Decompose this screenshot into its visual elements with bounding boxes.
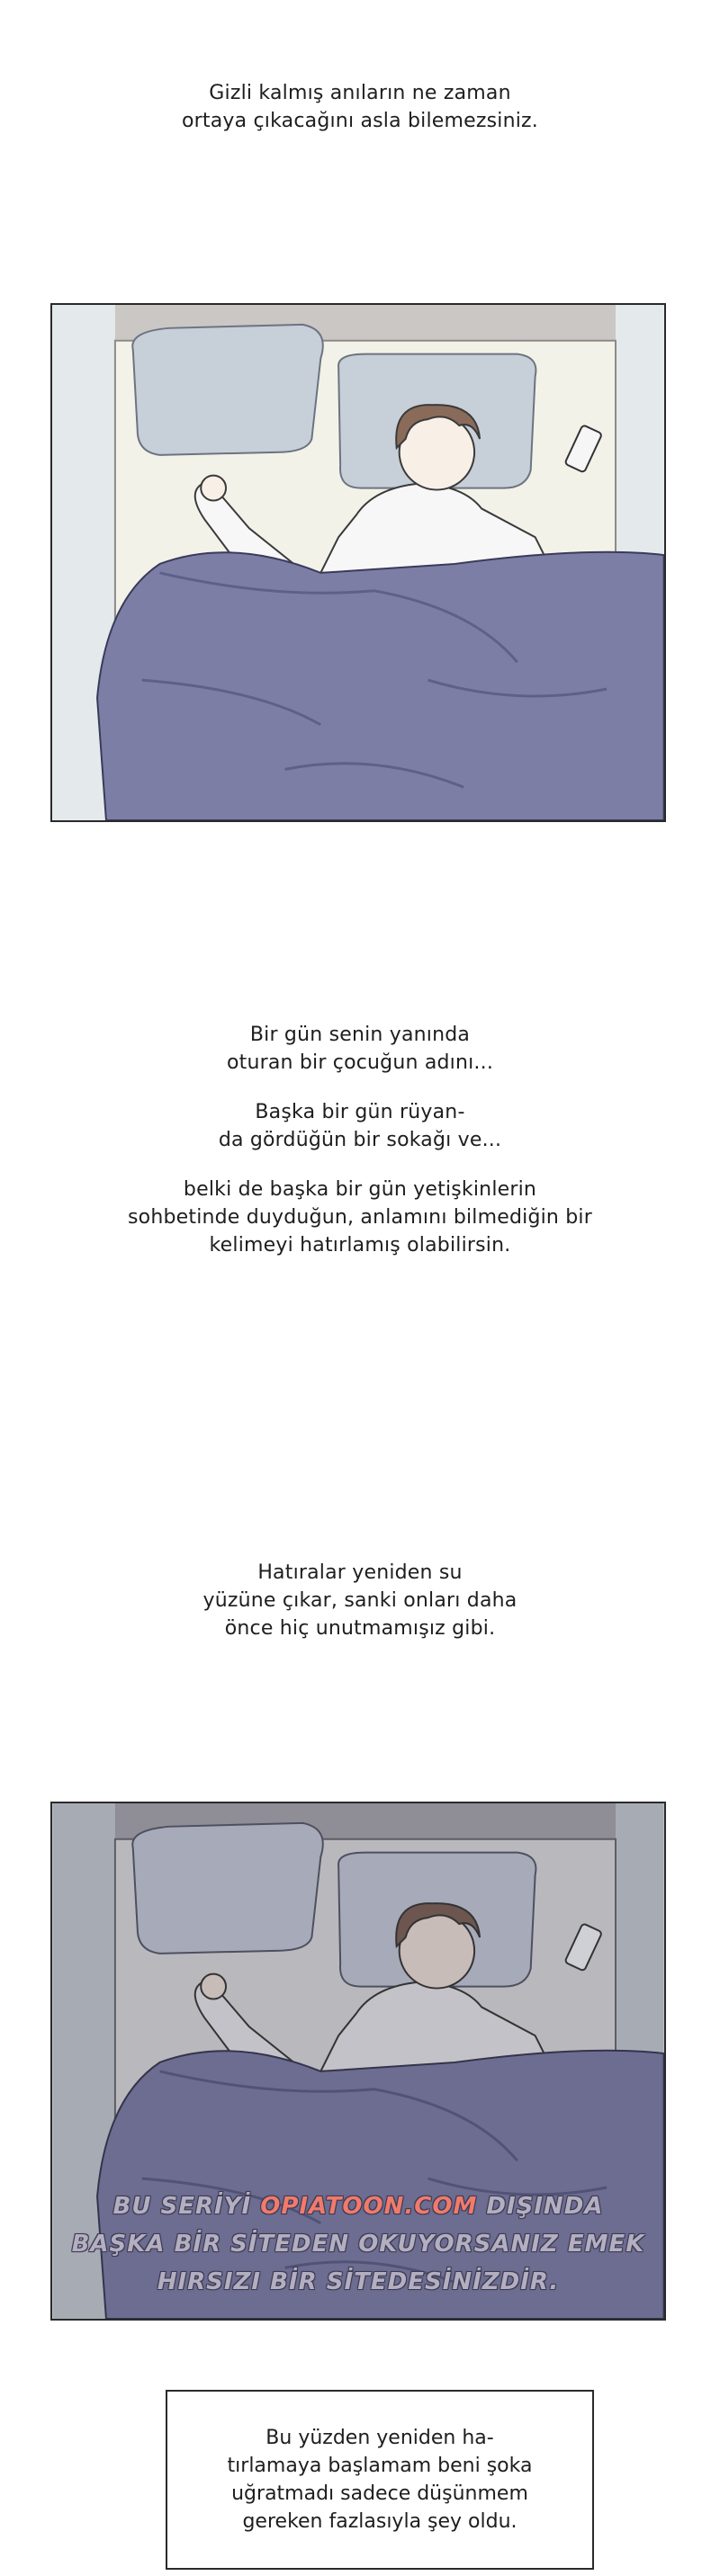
caption-middle-3: belki de başka bir gün yetişkinlerin sohbetinde duyduğun, anlamını bilmediğin bir kelimeyi hatırlamış olabilirsin. — [128, 1178, 592, 1257]
caption-middle — [0, 1021, 720, 1259]
caption-memories: Hatıralar yeniden su yüzüne çıkar, sanki onları daha önce hiç unutmamışız gibi. — [202, 1561, 518, 1640]
caption-intro: Gizli kalmış anıların ne zaman ortaya çıkacağını asla bilemezsiniz. — [182, 82, 538, 132]
caption-middle-2: Başka bir gün rüyan- da gördüğün bir sokağı ve... — [218, 1101, 502, 1151]
panel-bed-day — [50, 303, 666, 822]
watermark-notice — [50, 2187, 666, 2301]
sleeping-boy-illustration — [52, 305, 664, 820]
watermark-line-2: BAŞKA BİR SİTEDEN OKUYORSANIZ EMEK — [71, 2231, 645, 2258]
watermark-line-1: BU SERİYİ OPIATOON.COM DIŞINDA — [112, 2193, 604, 2220]
watermark-site: OPIATOON.COM — [260, 2193, 478, 2220]
caption-box: Bu yüzden yeniden ha- tırlamaya başlamam beni şoka uğratmadı sadece düşünmem gereken fazlasıyla şey oldu. — [166, 2390, 594, 2570]
watermark-line-3: HIRSIZI BİR SİTEDESİNİZDİR. — [157, 2268, 560, 2295]
caption-middle-1: Bir gün senin yanında oturan bir çocuğun adını... — [226, 1024, 494, 1074]
